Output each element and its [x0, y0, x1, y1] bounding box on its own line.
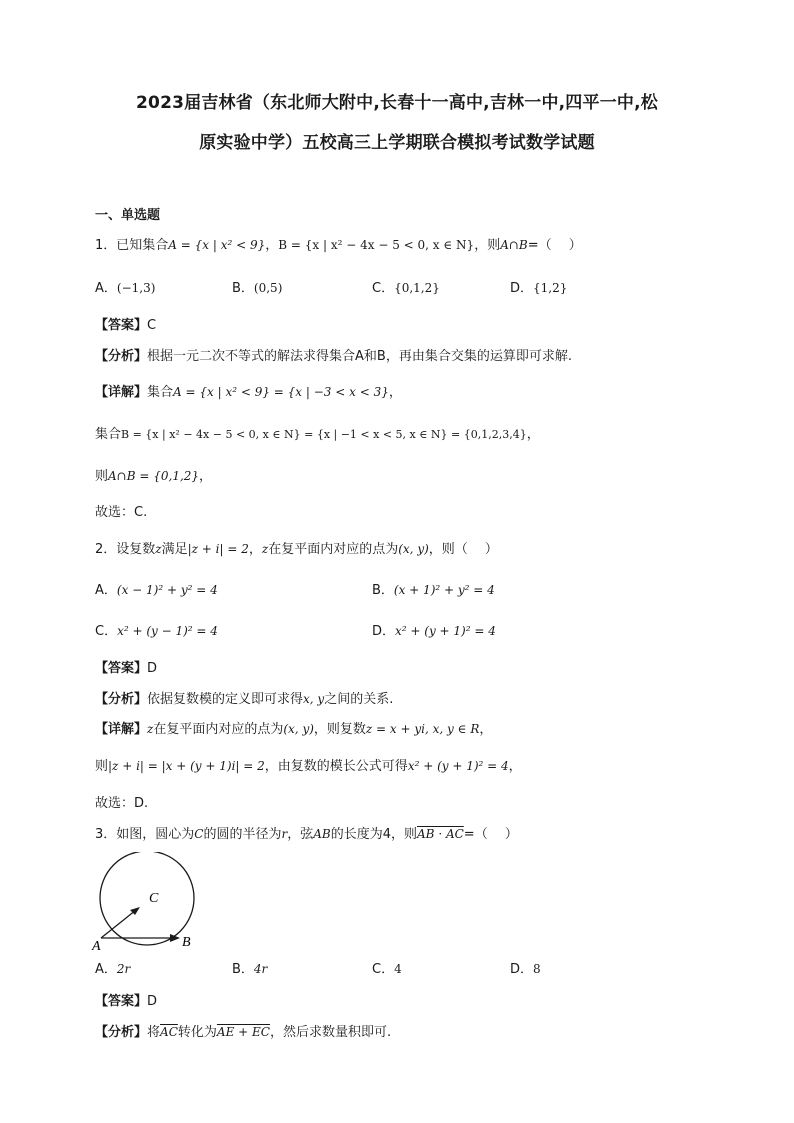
q3-option-a[interactable]: [95, 958, 130, 977]
q1-detail-1-text: 集合: [147, 385, 174, 400]
q2-detail-2-end: ，: [508, 759, 522, 774]
q1-detail-1: [95, 381, 402, 400]
q2-detail-1: [95, 718, 492, 737]
q2-condition: |z + i| = 2: [187, 542, 249, 556]
q1-option-a[interactable]: [95, 277, 155, 296]
q2-answer: [95, 657, 157, 676]
q1-stem-text: 1．已知集合: [95, 238, 169, 253]
q2-analysis-end: 之间的关系.: [324, 692, 394, 707]
analysis-tag: 【分析】: [95, 692, 148, 707]
q1-option-c-value: {0,1,2}: [394, 281, 440, 295]
q2-conclusion: 故选：D.: [95, 796, 149, 811]
q2-stem-text: 2．设复数: [95, 542, 156, 557]
q2-stem-point-text: 在复平面内对应的点为: [268, 542, 399, 557]
q1-stem: [95, 234, 582, 253]
q1-option-d[interactable]: [510, 277, 567, 296]
q1-option-c[interactable]: [372, 277, 440, 296]
answer-tag: 【答案】: [95, 318, 148, 333]
q3-stem-text: 3．如图，圆心为: [95, 827, 195, 842]
q3-option-c-label: C．: [372, 962, 395, 977]
q2-option-d[interactable]: [372, 620, 496, 639]
q3-option-a-label: A．: [95, 962, 117, 977]
q1-detail-2-end: ，: [526, 427, 540, 442]
q2-detail-1-math: z = x + yi, x, y ∈ R: [365, 722, 480, 736]
q3-stem-end: =（ ）: [463, 827, 518, 842]
q2-point: (x, y): [398, 542, 429, 556]
q1-detail-3-end: ，: [199, 469, 213, 484]
q1-stem-then: ，则: [474, 238, 501, 253]
q2-stem-satisfy: 满足: [161, 542, 188, 557]
q1-expr: A∩B: [500, 238, 528, 252]
q3-option-d[interactable]: [510, 958, 541, 977]
q3-option-b-value: 4r: [253, 962, 268, 976]
q1-option-c-label: C．: [372, 281, 395, 296]
q1-answer-value: C: [147, 318, 157, 333]
q1-option-d-value: {1,2}: [533, 281, 568, 295]
q3-analysis-mid: 转化为: [177, 1025, 217, 1040]
q2-stem-end: ，则（ ）: [428, 542, 498, 557]
q2-analysis-math: x, y: [303, 692, 325, 706]
q1-option-b-label: B．: [232, 281, 254, 296]
q3-answer: [95, 990, 157, 1009]
section-heading: 一、单选题: [95, 208, 161, 223]
detail-tag: 【详解】: [95, 722, 148, 737]
q2-z-2: z: [261, 542, 269, 556]
q2-detail-2-mid: ，由复数的模长公式可得: [264, 759, 408, 774]
q2-option-a-label: A．: [95, 583, 117, 598]
q1-option-a-value: (−1,3): [116, 281, 156, 295]
q1-stem-end: =（ ）: [527, 238, 582, 253]
q2-stem-sep: ，: [248, 542, 262, 557]
q3-option-c-value: 4: [394, 962, 402, 976]
q3-ab: AB: [313, 827, 331, 841]
q2-detail-2-result: x² + (y + 1)² = 4: [407, 759, 509, 773]
q3-analysis: [95, 1021, 391, 1040]
circle-outline: [100, 852, 194, 945]
q3-stem-chord: ，弦: [287, 827, 314, 842]
q3-analysis-end: ，然后求数量积即可.: [269, 1025, 392, 1040]
label-b: B: [182, 935, 191, 950]
title-line-1: 2023届吉林省（东北师大附中,长春十一高中,吉林一中,四平一中,松: [136, 93, 658, 113]
q3-option-d-label: D．: [510, 962, 534, 977]
q2-option-d-label: D．: [372, 624, 396, 639]
title-line-2: 原实验中学）五校高三上学期联合模拟考试数学试题: [199, 133, 595, 153]
q1-detail-2-text: 集合: [95, 427, 122, 442]
label-a: A: [92, 939, 101, 952]
q3-option-b-label: B．: [232, 962, 254, 977]
q2-option-b[interactable]: [372, 579, 495, 598]
q2-option-b-value: (x + 1)² + y² = 4: [393, 583, 495, 597]
q1-detail-2: [95, 423, 540, 442]
q3-analysis-vector-ac: $\overline{AC}$: [160, 1025, 178, 1039]
q2-detail-2-modulus: |z + i| = |x + (y + 1)i| = 2: [108, 759, 265, 773]
q1-option-d-label: D．: [510, 281, 534, 296]
analysis-tag: 【分析】: [95, 349, 148, 364]
q1-set-a: A = {x | x² < 9}: [168, 238, 266, 252]
analysis-tag: 【分析】: [95, 1025, 148, 1040]
q3-answer-value: D: [147, 994, 158, 1009]
q3-option-b[interactable]: [232, 958, 267, 977]
detail-tag: 【详解】: [95, 385, 148, 400]
q3-stem: [95, 823, 518, 842]
q1-option-b[interactable]: [232, 277, 282, 296]
q1-analysis: [95, 345, 572, 364]
q1-analysis-text: 根据一元二次不等式的解法求得集合A和B，再由集合交集的运算即可求解.: [147, 349, 572, 364]
q3-option-d-value: 8: [533, 962, 541, 976]
q1-detail-3-text: 则: [95, 469, 109, 484]
q3-analysis-vector-sum: AE + EC: [216, 1025, 270, 1039]
answer-tag: 【答案】: [95, 661, 148, 676]
q1-conclusion: 故选：C.: [95, 505, 148, 520]
q2-option-d-value: x² + (y + 1)² = 4: [395, 624, 496, 638]
q2-option-c-label: C．: [95, 624, 118, 639]
q3-dot-product: AB · AC: [417, 827, 464, 841]
q2-detail-z: z: [147, 722, 154, 736]
q3-option-c[interactable]: [372, 958, 402, 977]
label-c: C: [149, 891, 159, 906]
q1-option-b-value: (0,5): [253, 281, 283, 295]
q2-detail-1-text: 在复平面内对应的点为: [153, 722, 284, 737]
q3-stem-radius: 的圆的半径为: [203, 827, 282, 842]
q1-detail-3: [95, 465, 212, 484]
q2-option-c-value: x² + (y − 1)² = 4: [117, 624, 218, 638]
q1-stem-sep: ，: [265, 238, 279, 253]
q1-detail-1-end: ，: [388, 385, 402, 400]
q3-analysis-text: 将: [147, 1025, 161, 1040]
q2-detail-1-mid: ，则复数: [313, 722, 366, 737]
q3-stem-length: 的长度为4，则: [330, 827, 418, 842]
q2-detail-1-point: (x, y): [283, 722, 314, 736]
q1-detail-1-math: A = {x | x² < 9} = {x | −3 < x < 3}: [173, 385, 389, 399]
q3-option-a-value: 2r: [116, 962, 131, 976]
q2-detail-1-end: ，: [479, 722, 493, 737]
q2-analysis: [95, 688, 393, 707]
q1-set-b: B = {x | x² − 4x − 5 < 0, x ∈ N}: [278, 238, 475, 252]
answer-tag: 【答案】: [95, 994, 148, 1009]
q2-detail-2: [95, 755, 522, 774]
q2-detail-2-text: 则: [95, 759, 109, 774]
q3-r: r: [281, 827, 288, 841]
q2-z: z: [155, 542, 162, 556]
q2-answer-value: D: [147, 661, 158, 676]
q2-analysis-text: 依据复数模的定义即可求得: [147, 692, 304, 707]
q2-option-b-label: B．: [372, 583, 394, 598]
q2-option-a-value: (x − 1)² + y² = 4: [116, 583, 218, 597]
vector-ac: [101, 910, 136, 938]
q2-option-a[interactable]: [95, 579, 218, 598]
q3-c: C: [194, 827, 204, 841]
q2-stem: [95, 538, 498, 557]
q1-answer: [95, 314, 156, 333]
q2-option-c[interactable]: [95, 620, 218, 639]
q1-detail-3-math: A∩B = {0,1,2}: [108, 469, 200, 483]
q1-detail-2-math: B = {x | x² − 4x − 5 < 0, x ∈ N} = {x | −1 < x < 5, x ∈ N} = {0,1,2,3,4}: [121, 428, 527, 441]
q1-option-a-label: A．: [95, 281, 117, 296]
circle-figure: [90, 852, 205, 952]
